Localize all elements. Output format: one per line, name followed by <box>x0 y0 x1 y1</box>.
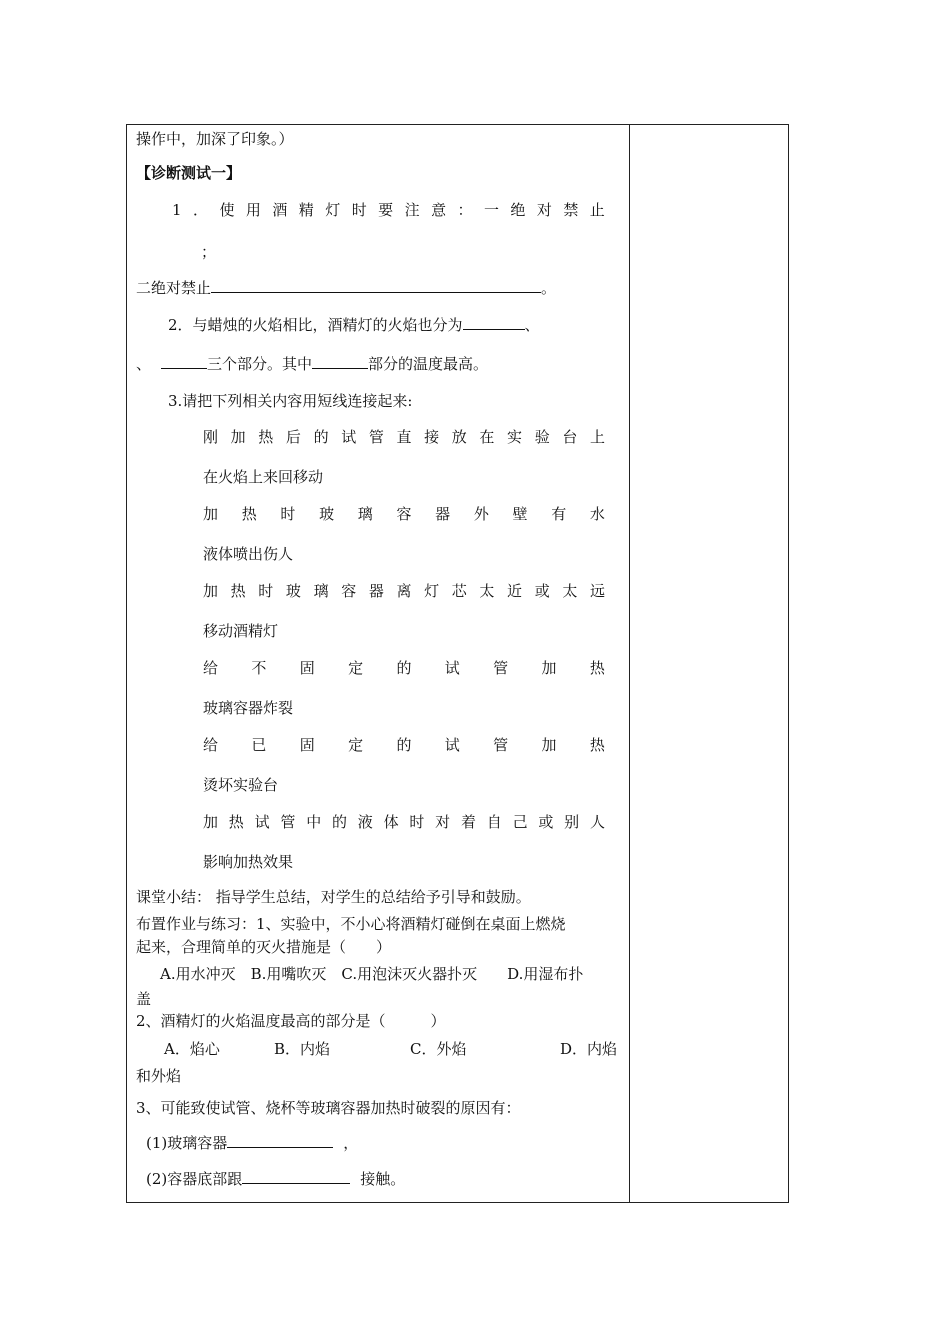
char: 玻 <box>285 582 301 600</box>
answer-blank[interactable] <box>211 278 541 293</box>
char: 太 <box>562 582 578 600</box>
char: 壁 <box>512 505 528 523</box>
char: 对 <box>435 813 451 831</box>
q3a-prefix: (1)玻璃容器 <box>146 1134 228 1152</box>
char: 禁 <box>563 201 579 219</box>
char: 时 <box>258 582 274 600</box>
char: 远 <box>589 582 605 600</box>
char: 或 <box>538 813 554 831</box>
char: 太 <box>479 582 495 600</box>
char: 直 <box>396 428 412 446</box>
char: 刚 <box>203 428 219 446</box>
char: 台 <box>562 428 578 446</box>
char: 己 <box>512 813 528 831</box>
char: 加 <box>203 813 219 831</box>
char: 灯 <box>325 201 341 219</box>
q1-second-prefix: 二绝对禁止 <box>136 279 212 297</box>
q1-semicolon: ； <box>201 243 217 261</box>
char: 试 <box>341 428 357 446</box>
char: 一 <box>483 201 499 219</box>
option-b: B．内焰 <box>274 1040 331 1058</box>
char: 的 <box>331 813 347 831</box>
char: 时 <box>409 813 425 831</box>
char: 时 <box>351 201 367 219</box>
char: 体 <box>383 813 399 831</box>
match-left-item <box>203 812 605 832</box>
homework-q3-b <box>146 1169 405 1189</box>
char: 管 <box>493 659 509 677</box>
char: 定 <box>348 736 364 754</box>
char: 有 <box>551 505 567 523</box>
diagnostic-title: 【诊断测试一】 <box>136 164 242 182</box>
char: 别 <box>564 813 580 831</box>
match-right-item: 烫坏实验台 <box>203 776 279 794</box>
answer-blank[interactable] <box>463 315 525 330</box>
char: 热 <box>228 813 244 831</box>
char: 时 <box>280 505 296 523</box>
match-left-item <box>203 658 605 678</box>
char: ． <box>192 201 208 219</box>
char: 实 <box>507 428 523 446</box>
char: 用 <box>245 201 261 219</box>
match-right-item: 液体喷出伤人 <box>203 545 294 563</box>
match-right-item: 移动酒精灯 <box>203 622 279 640</box>
match-left-item <box>203 427 605 447</box>
homework-q2-options-tail: 和外焰 <box>136 1067 182 1085</box>
char: 的 <box>396 659 412 677</box>
char: 定 <box>348 659 364 677</box>
char: 已 <box>251 736 267 754</box>
char: 要 <box>378 201 394 219</box>
column-divider <box>629 124 630 1203</box>
homework-line2: 起来，合理简单的灭火措施是（ ） <box>136 938 392 956</box>
char: 放 <box>451 428 467 446</box>
q2-line1-text: 2．与蜡烛的火焰相比，酒精灯的火焰也分为 <box>168 316 463 334</box>
q2-line1 <box>168 315 540 335</box>
char: 近 <box>507 582 523 600</box>
char: 容 <box>341 582 357 600</box>
char: 注 <box>404 201 420 219</box>
char: 试 <box>254 813 270 831</box>
char: 热 <box>589 659 605 677</box>
answer-blank[interactable] <box>242 1169 350 1184</box>
match-right-item: 玻璃容器炸裂 <box>203 699 294 717</box>
q1-second <box>136 278 556 298</box>
intro-tail: 操作中，加深了印象。） <box>136 130 294 148</box>
char: ： <box>457 201 473 219</box>
char: 意 <box>431 201 447 219</box>
q2-line2 <box>136 354 488 374</box>
option-d: D．内焰 <box>560 1040 618 1058</box>
char: 器 <box>368 582 384 600</box>
q3b-prefix: (2)容器底部跟 <box>146 1170 243 1188</box>
char: 管 <box>368 428 384 446</box>
char: 加 <box>541 659 557 677</box>
char: 固 <box>299 659 315 677</box>
char: 加 <box>541 736 557 754</box>
char: 验 <box>534 428 550 446</box>
homework-q1-options-tail: 盖 <box>136 990 152 1008</box>
char: 上 <box>589 428 605 446</box>
match-left-item <box>203 504 605 524</box>
answer-blank[interactable] <box>161 354 207 369</box>
answer-blank[interactable] <box>312 354 368 369</box>
match-right-item: 影响加热效果 <box>203 853 294 871</box>
char: 自 <box>486 813 502 831</box>
char: 不 <box>251 659 267 677</box>
homework-q3-a <box>146 1133 358 1153</box>
char: 止 <box>589 201 605 219</box>
q1-second-suffix: 。 <box>541 279 557 297</box>
q2-line1-suffix: 、 <box>524 316 540 334</box>
option-c: C．外焰 <box>410 1040 467 1058</box>
char: 使 <box>219 201 235 219</box>
char: 热 <box>258 428 274 446</box>
char: 离 <box>396 582 412 600</box>
q2-line2-a: 、 <box>136 355 152 373</box>
char: 对 <box>536 201 552 219</box>
char: 管 <box>280 813 296 831</box>
match-left-item <box>203 735 605 755</box>
homework-q3: 3、可能致使试管、烧杯等玻璃容器加热时破裂的原因有： <box>136 1099 521 1117</box>
char: 固 <box>299 736 315 754</box>
class-summary: 课堂小结： 指导学生总结，对学生的总结给予引导和鼓励。 <box>136 888 531 906</box>
char: 热 <box>589 736 605 754</box>
char: 1 <box>172 201 182 219</box>
char: 着 <box>460 813 476 831</box>
char: 中 <box>306 813 322 831</box>
char: 外 <box>473 505 489 523</box>
match-right-item: 在火焰上来回移动 <box>203 468 324 486</box>
option-a: A．焰心 <box>164 1040 220 1058</box>
char: 容 <box>396 505 412 523</box>
char: 的 <box>313 428 329 446</box>
answer-blank[interactable] <box>227 1133 333 1148</box>
char: 的 <box>396 736 412 754</box>
char: 给 <box>203 736 219 754</box>
match-left-item <box>203 581 605 601</box>
char: 或 <box>534 582 550 600</box>
homework-line1: 布置作业与练习：1、实验中，不小心将酒精灯碰倒在桌面上燃烧 <box>136 915 566 933</box>
char: 加 <box>203 582 219 600</box>
char: 精 <box>298 201 314 219</box>
char: 酒 <box>272 201 288 219</box>
char: 试 <box>444 659 460 677</box>
char: 璃 <box>313 582 329 600</box>
char: 接 <box>424 428 440 446</box>
char: 热 <box>230 582 246 600</box>
char: 液 <box>357 813 373 831</box>
q3b-suffix: 接触。 <box>360 1170 406 1188</box>
char: 水 <box>589 505 605 523</box>
char: 热 <box>241 505 257 523</box>
char: 在 <box>479 428 495 446</box>
q3a-suffix: ， <box>343 1134 359 1152</box>
char: 加 <box>203 505 219 523</box>
char: 人 <box>589 813 605 831</box>
homework-q1-options: A.用水冲灭 B.用嘴吹灭 C.用泡沫灭火器扑灭 D.用湿布扑 <box>160 965 584 983</box>
homework-q2: 2、酒精灯的火焰温度最高的部分是（ ） <box>136 1012 446 1030</box>
char: 芯 <box>451 582 467 600</box>
char: 器 <box>435 505 451 523</box>
char: 管 <box>493 736 509 754</box>
char: 给 <box>203 659 219 677</box>
q2-line2-b: 三个部分。其中 <box>207 355 313 373</box>
q1-line <box>172 200 605 220</box>
char: 绝 <box>510 201 526 219</box>
q2-line2-c: 部分的温度最高。 <box>368 355 489 373</box>
q3-title: 3.请把下列相关内容用短线连接起来: <box>168 392 413 410</box>
char: 灯 <box>424 582 440 600</box>
char: 玻 <box>319 505 335 523</box>
char: 加 <box>230 428 246 446</box>
char: 后 <box>285 428 301 446</box>
char: 璃 <box>357 505 373 523</box>
char: 试 <box>444 736 460 754</box>
